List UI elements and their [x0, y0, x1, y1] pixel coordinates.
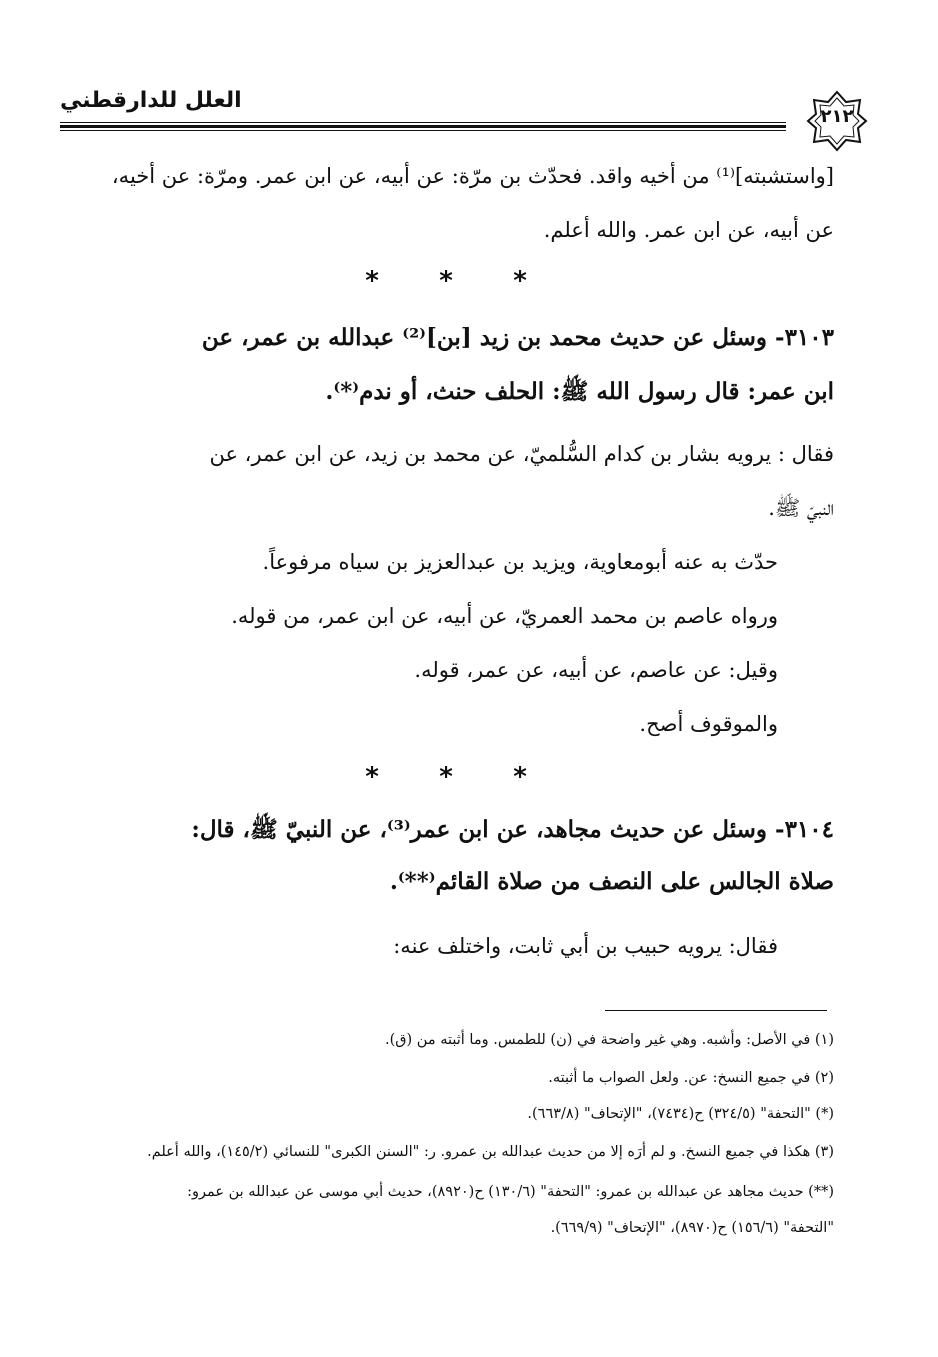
- entry-3104-question-line-2: صلاة الجالس على النصف من صلاة القائم⁽**⁾.: [389, 868, 834, 895]
- footnote-1: (١) في الأصل: وأشبه. وهي غير واضحة في (ن) للطمس. وما أثبته من (ق).: [385, 1032, 834, 1048]
- entry-3104-question-line-1: ٣١٠٤- وسئل عن حديث مجاهد، عن ابن عمر⁽³⁾، عن النبيّ ﷺ، قال:: [191, 816, 834, 843]
- entry-3103-answer-line-1: فقال : يرويه بشار بن كدام السُّلميّ، عن محمد بن زيد، عن ابن عمر، عن: [209, 442, 834, 466]
- continuation-line-2: عن أبيه، عن ابن عمر. والله أعلم.: [543, 218, 834, 242]
- footnote-separator: [605, 1010, 827, 1011]
- entry-3103-answer-line-2: النبيّ ﷺ.: [768, 496, 834, 520]
- entry-3104-answer-line-1: فقال: يرويه حبيب بن أبي ثابت، واختلف عنه:: [393, 934, 778, 958]
- entry-3103-question-line-1: ٣١٠٣- وسئل عن حديث محمد بن زيد [بن]⁽²⁾ عبدالله بن عمر، عن: [201, 324, 834, 351]
- entry-3103-answer-line-5: وقيل: عن عاصم، عن أبيه، عن عمر، قوله.: [414, 658, 778, 682]
- entry-3103-answer-line-3: حدّث به عنه أبومعاوية، ويزيد بن عبدالعزيز بن سياه مرفوعاً.: [262, 550, 778, 574]
- entry-3103-question-line-2: ابن عمر: قال رسول الله ﷺ: الحلف حنث، أو ندم⁽*⁾.: [325, 378, 834, 405]
- section-separator: * * *: [365, 266, 527, 296]
- continuation-line-1: [واستشبته]⁽¹⁾ من أخيه واقد. فحدّث بن مرّة: عن أبيه، عن ابن عمر. ومرّة: عن أخيه،: [111, 164, 834, 188]
- footnote-3: (٣) هكذا في جميع النسخ. و لم أرَه إلا من حديث عبدالله بن عمرو. ر: "السنن الكبرى" للنسائي (١٤٥/٢)، والله أعلم.: [147, 1144, 834, 1160]
- section-separator: * * *: [365, 762, 527, 792]
- footnote-double-star-line-2: "التحفة" (١٥٦/٦) ح(٨٩٧٠)، "الإتحاف" (٦٦٩/٩).: [550, 1220, 834, 1236]
- page-number: ٢١٢: [820, 106, 854, 127]
- page-header: [60, 80, 878, 140]
- entry-3103-answer-line-6: والموقوف أصح.: [639, 712, 778, 736]
- running-title: العلل للدارقطني: [60, 88, 242, 113]
- entry-3103-answer-line-4: ورواه عاصم بن محمد العمريّ، عن أبيه، عن ابن عمر، من قوله.: [231, 604, 778, 628]
- footnote-double-star-line-1: (**) حديث مجاهد عن عبدالله بن عمرو: "التحفة" (١٣٠/٦) ح(٨٩٢٠)، حديث أبي موسى عن عبدالله بن عمرو:: [187, 1184, 834, 1200]
- footnote-2: (٢) في جميع النسخ: عن. ولعل الصواب ما أثبته.: [548, 1070, 834, 1086]
- footnote-star: (*) "التحفة" (٣٢٤/٥) ح(٧٤٣٤)، "الإتحاف" (٦٦٣/٨).: [527, 1106, 834, 1122]
- header-rule: [60, 122, 786, 133]
